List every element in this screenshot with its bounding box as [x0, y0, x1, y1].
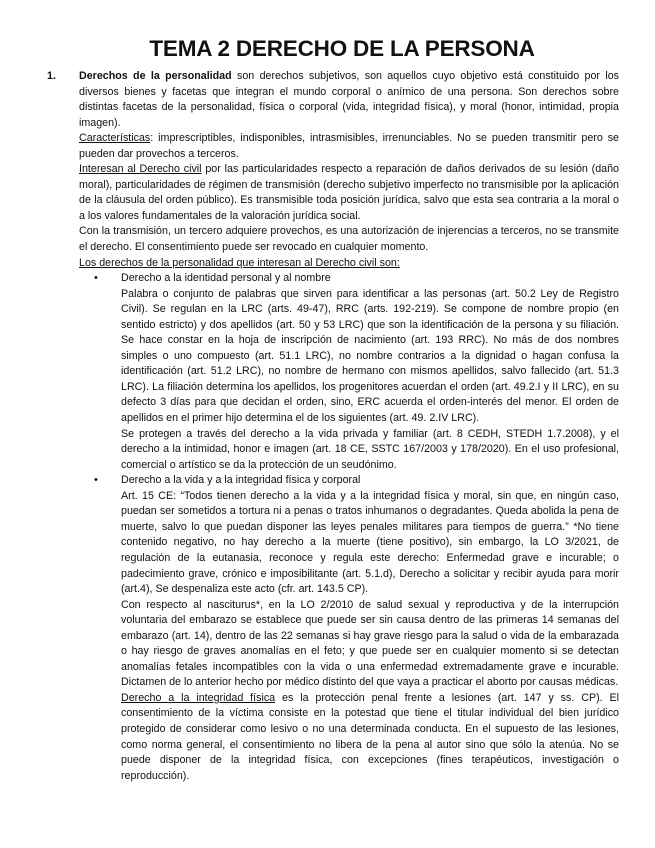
section-item: [47, 69, 619, 784]
caracteristicas-text: : imprescriptibles, indisponibles, intrasmisibles, irrenunciables. No se pueden transmitir pero se pueden dar provechos a terceros.: [79, 132, 619, 160]
interes-text: por las particularidades respecto a reparación de daños derivados de su lesión (daño moral), particularidades de régimen de transmisión (derecho subjetivo imperfecto no transmisible por la aplicación de la cláusula del orden público). Es transmisible toda posición jurídica, salvo que esta sea contraria a la moral o a los valores fundamentales de la valoración jurídica social.: [79, 163, 619, 222]
bullet-paragraph: Art. 15 CE: “Todos tienen derecho a la vida y a la integridad física y moral, sin que, en ningún caso, puedan ser sometidos a tortura ni a penas o tratos inhumanos o degradantes. Queda abolida la pena de muerte, salvo lo que puedan disponer las leyes penales militares para tiempos de guerra.” *No tiene contenido negativo, no hay derecho a la muerte (tiene positivo), sin embargo, la LO 3/2021, de regulación de la eutanasia, reconoce y regula este derecho: Enfermedad grave e incurable; o padecimiento grave, crónico e imposibilitante (art. 5.1.d), Derecho a solicitar y recibir ayuda para morir (art.4), Se despenaliza este acto (cfr. art. 143.5 CP).: [121, 489, 619, 596]
bullet-content: [121, 473, 619, 784]
interes-label: Interesan al Derecho civil: [79, 163, 202, 176]
interes-paragraph: [79, 162, 619, 224]
section-number: 1.: [47, 70, 56, 82]
section-content: [79, 69, 619, 784]
section-heading: Derechos de la personalidad: [79, 70, 232, 82]
bullet-content: [121, 271, 619, 473]
bullet-title: Derecho a la vida y a la integridad física y corporal: [121, 474, 361, 487]
bullet-icon: •: [94, 474, 98, 487]
transmision-paragraph: Con la transmisión, un tercero adquiere provechos, es una autorización de injerencias a terceros, no se transmite el derecho. El consentimiento puede ser revocado en cualquier momento.: [79, 225, 619, 254]
document-title: TEMA 2 DERECHO DE LA PERSONA: [149, 36, 535, 61]
bullet-paragraph: Se protegen a través del derecho a la vida privada y familiar (art. 8 CEDH, STEDH 1.7.2008), y el derecho a la intimidad, honor e imagen (art. 18 CE, SSTC 167/2003 y 178/2020). En el uso profesional, comercial o artístico se da la protección de un seudónimo.: [121, 427, 619, 471]
integridad-label: Derecho a la integridad física: [121, 691, 276, 704]
list-heading: Los derechos de la personalidad que interesan al Derecho civil son:: [79, 256, 400, 269]
bullet-list: [79, 271, 619, 784]
integridad-paragraph: [121, 691, 619, 784]
list-item: [79, 473, 619, 784]
bullet-icon: •: [94, 272, 98, 285]
list-item: [79, 271, 619, 473]
caracteristicas-paragraph: [79, 131, 619, 162]
section-intro-paragraph: [79, 69, 619, 131]
bullet-paragraph: Palabra o conjunto de palabras que sirven para identificar a las personas (art. 50.2 Ley de Registro Civil). Se regulan en la LRC (arts. 49-47), RRC (arts. 192-219). Se compone de nombre propio (en sentido estricto) y dos apellidos (art. 50 y 53 LRC) que son la identificación de la persona y su filiación. Se hace constar en la hoja de inscripción de nacimiento (art. 193 RRC). No más de dos nombres simples o uno compuesto (art. 51.1 LRC), no nombre contrarios a la dignidad o hagan confusa la identificación (art. 51.2 LRC), no nombre de hermano con mismos apellidos, salvo fallecido (art. 51.3 LRC). La filiación determina los apellidos, los progenitores acuerdan el orden (art. 49.2.I y II LRC), en su defecto 3 días para que decidan el orden, sino, ERC acuerda el orden-interés del menor. El orden de apellidos en el primer hijo determina el de los siguientes (art. 49. 2.IV LRC).: [121, 287, 619, 425]
bullet-title: Derecho a la identidad personal y al nombre: [121, 272, 331, 285]
integridad-text: es la protección penal frente a lesiones (art. 147 y ss. CP). El consentimiento de la víctima consiste en la potestad que tiene el titular individual del bien jurídico protegido de considerar como lesivo o no una determinada conducta. En el supuesto de las lesiones, como norma general, el consentimiento no libera de la pena al autor sino que sólo la atenúa. No se puede disponer de la integridad física, con excepciones (fines terapéuticos, investigación o reproducción).: [121, 691, 619, 782]
section-intro-text: son derechos subjetivos, son aquellos cuyo objetivo está constituido por los diversos bienes y facetas que integran el mundo corporal o anímico de una persona. Son derechos sobre distintas facetas de la personalidad, física o corporal (vida, integridad física), y moral (honor, intimidad, propia imagen).: [79, 70, 619, 129]
caracteristicas-label: Características: [79, 132, 151, 145]
bullet-paragraph: Con respecto al nasciturus*, en la LO 2/2010 de salud sexual y reproductiva y de la interrupción voluntaria del embarazo se establece que puede ser sin causa dentro de las primeras 14 semanas del embarazo (art. 14), dentro de las 22 semanas si hay grave riesgo para la salud o vida de la embarazada o hay riesgo de graves anomalías en el feto; y que puede ser en cualquier momento si se detectan anomalías fetales incompatibles con la vida o una enfermedad extremadamente grave e incurable. Dictamen de lo anterior hecho por médico distinto del que vaya a practicar el aborto por causas médicas.: [121, 598, 619, 689]
document-body: [47, 69, 619, 784]
